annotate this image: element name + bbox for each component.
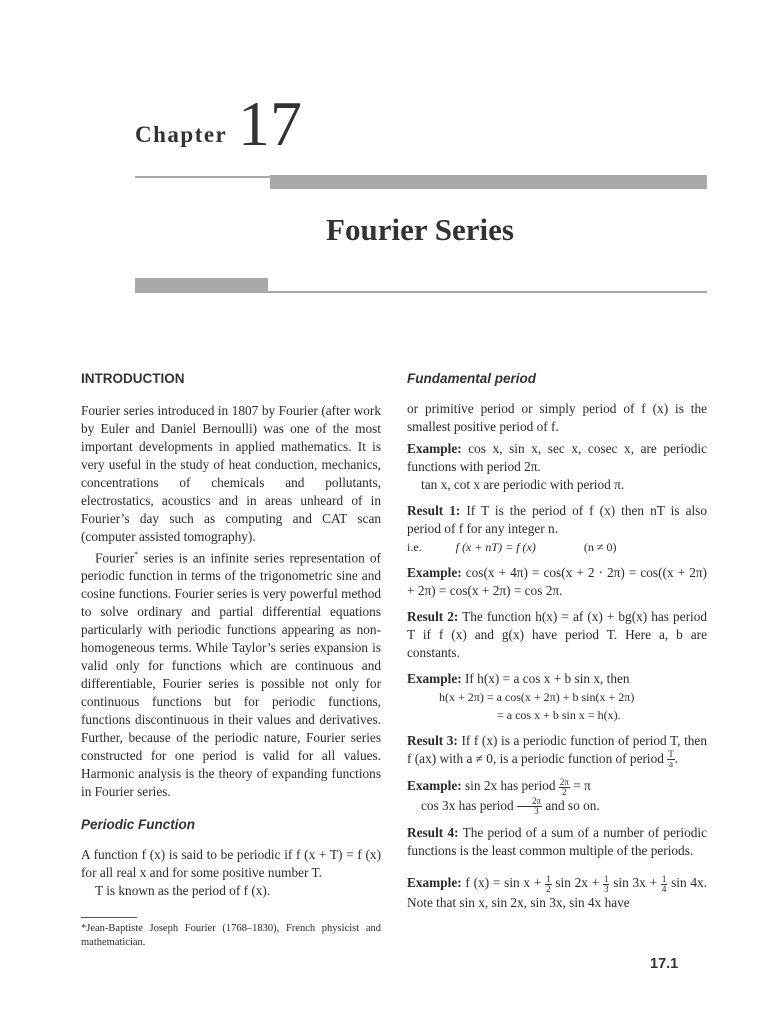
example-2-text: cos(x + 4π) = cos(x + 2 · 2π) = cos((x + 2π) + 2π) = cos(x + 2π) = cos 2π. bbox=[407, 565, 707, 598]
result-1-formula: f (x + nT) = f (x) bbox=[455, 540, 536, 554]
header-rule-bottom-thick bbox=[135, 278, 268, 292]
chapter-number: 17 bbox=[238, 88, 302, 159]
periodic-paragraph-2: T is known as the period of f (x). bbox=[95, 883, 271, 899]
intro-p2-rest: series is an infinite series representation of periodic function in terms of the trigonometric sine and cosine functions. Fourier series is very powerful method to solve ordinary and partial differential equations particularly with periodic functions appearing as non-homogeneous terms. While Taylor’s series expansion is valid only for functions which are continuous and differentiable, Fourier series is possible not only for continuous functions but for periodic functions, functions discontinuous in their values and derivatives. Further, because of the periodic nature, Fourier series constructed for one period is valid for all values. Harmonic analysis is the theory of expanding functions in Fourier series. bbox=[81, 550, 381, 800]
fraction-half: $\frac{1}{2}$ bbox=[546, 873, 551, 894]
fraction-t-over-a: $\frac{T}{a}$ bbox=[668, 749, 674, 770]
example-1-line-2: tan x, cot x are periodic with period π. bbox=[421, 477, 625, 492]
ie-label: i.e. bbox=[407, 540, 422, 554]
example-4-text: sin 2x has period bbox=[461, 778, 556, 794]
chapter-title: Fourier Series bbox=[326, 212, 514, 247]
example-4: Example: sin 2x has period $\frac{2\pi}{2}$ = π bbox=[407, 776, 591, 797]
header-rule-top-thick bbox=[270, 175, 707, 189]
chapter-label: Chapter bbox=[135, 122, 228, 147]
example-2 bbox=[407, 564, 707, 600]
result-label: Result 4: bbox=[407, 825, 459, 841]
intro-paragraph-1: Fourier series introduced in 1807 by Fourier (after work by Euler and Daniel Bernoulli) was one of the most important developments in applied mathematics. It is very useful in the study of heat conduction, mechanics, concentrations of chemicals and pollutants, electrostatics, acoustics and in areas unheard of in Fourier’s day such as computing and CAT scan (computer assisted tomography). bbox=[81, 403, 381, 544]
example-label: Example: bbox=[407, 671, 462, 686]
result-4-text: The period of a sum of a number of periodic functions is the least common multiple of the periods. bbox=[407, 825, 707, 859]
example-label: Example: bbox=[407, 441, 462, 456]
footnote-rule bbox=[81, 917, 137, 918]
result-1-condition: (n ≠ 0) bbox=[583, 540, 617, 554]
example-3-text: If h(x) = a cos x + b sin x, then bbox=[461, 671, 630, 686]
right-column bbox=[407, 370, 707, 912]
periodic-paragraph-1: A function f (x) is said to be periodic if f (x + T) = f (x) for all real x and for some positive number T. bbox=[81, 847, 381, 881]
introduction-heading: INTRODUCTION bbox=[81, 371, 185, 386]
intro-paragraph-2 bbox=[81, 546, 381, 801]
footnote: *Jean-Baptiste Joseph Fourier (1768–1830), French physicist and mathematician. bbox=[81, 923, 381, 948]
result-3: Result 3: If f (x) is a periodic function of period T, then f (ax) with a ≠ 0, is a periodic function of period $\frac{T}{a}$ . bbox=[407, 733, 707, 770]
result-1 bbox=[407, 502, 707, 538]
result-label: Result 3: bbox=[407, 733, 458, 748]
left-column bbox=[81, 370, 381, 900]
fraction-quarter: $\frac{1}{4}$ bbox=[661, 873, 667, 894]
result-2-text: The function h(x) = af (x) + bg(x) has period T if f (x) and g(x) have period T. Here a, b are constants. bbox=[407, 609, 707, 660]
example-label: Example: bbox=[407, 875, 462, 891]
fundamental-period-heading: Fundamental period bbox=[407, 371, 537, 386]
result-label: Result 2: bbox=[407, 609, 459, 624]
example-3-equation-1: h(x + 2π) = a cos(x + 2π) + b sin(x + 2π) bbox=[439, 690, 635, 704]
example-1 bbox=[407, 440, 707, 476]
example-5: Example: f (x) = sin x + $\frac{1}{2}$ sin 2x + $\frac{1}{3}$ sin 3x + $\frac{1}{4}$ sin 4x. Note that sin x, sin 2x, sin 3x, sin 4x have bbox=[407, 873, 708, 910]
result-1-equation bbox=[407, 538, 707, 556]
result-label: Result 1: bbox=[407, 503, 461, 518]
fundamental-period-paragraph: or primitive period or simply period of f (x) is the smallest positive period of f. bbox=[407, 401, 707, 434]
result-4 bbox=[407, 824, 707, 860]
example-1-text: cos x, sin x, sec x, cosec x, are periodic functions with period 2π. bbox=[407, 441, 707, 474]
intro-p2-lead: Fourier bbox=[95, 550, 135, 566]
result-2 bbox=[407, 608, 707, 662]
example-label: Example: bbox=[407, 778, 462, 794]
periodic-function-heading: Periodic Function bbox=[81, 817, 196, 833]
fraction-2pi-over-3: $\frac{2\pi}{3}$ bbox=[517, 797, 542, 816]
example-4-line-2: cos 3x has period $\frac{2\pi}{3}$ and so on. bbox=[421, 796, 600, 817]
result-1-text: If T is the period of f (x) then nT is also period of f for any integer n. bbox=[407, 503, 707, 536]
footnote-marker: * bbox=[134, 550, 139, 559]
fraction-2pi-over-2: $\frac{2\pi}{2}$ bbox=[559, 776, 569, 797]
example-3-equation-2: = a cos x + b sin x = h(x). bbox=[497, 708, 621, 722]
page-number: 17.1 bbox=[650, 956, 679, 972]
result-3-text: If f (x) is a periodic function of period T, then f (ax) with a ≠ 0, is a periodic function of period bbox=[407, 733, 707, 766]
example-3 bbox=[407, 670, 707, 688]
fraction-third: $\frac{1}{3}$ bbox=[603, 873, 609, 894]
example-label: Example: bbox=[407, 565, 462, 580]
